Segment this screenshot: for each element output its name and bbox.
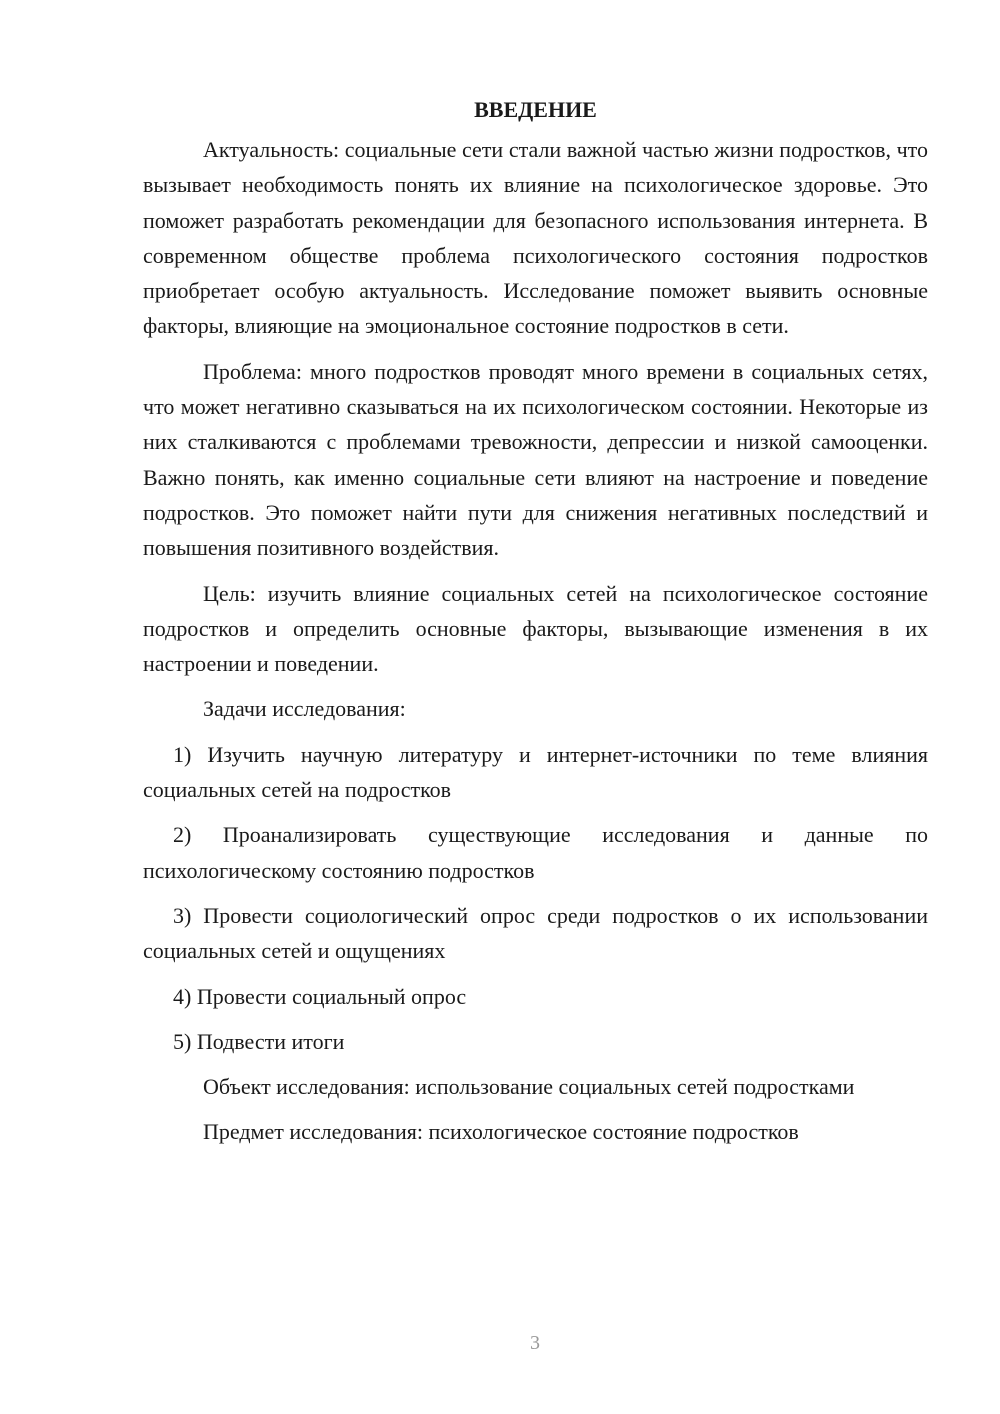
section-title: ВВЕДЕНИЕ (474, 97, 597, 122)
paragraph-goal: Цель: изучить влияние социальных сетей на психологическое состояние подростков и определить основные факторы, вызывающие изменения в их настроении и поведении. (143, 580, 928, 677)
tasks-list (143, 737, 928, 1059)
tasks-heading: Задачи исследования: (203, 696, 406, 722)
paragraph-object: Объект исследования: использование социальных сетей подростками (203, 1074, 855, 1100)
list-item: 4) Провести социальный опрос (173, 983, 467, 1009)
paragraph-subject: Предмет исследования: психологическое состояние подростков (203, 1119, 799, 1145)
page-content (143, 95, 928, 1160)
paragraph-relevance: Актуальность: социальные сети стали важной частью жизни подростков, что вызывает необходимость понять их влияние на психологическое здоровье. Это поможет разработать рекомендации для безопасного использования интернета. В современном обществе проблема психологического состояния подростков приобретает особую актуальность. Исследование поможет выявить основные факторы, влияющие на эмоциональное состояние подростков в сети. (143, 137, 928, 339)
page-number: 3 (530, 1332, 540, 1354)
list-item: 3) Провести социологический опрос среди подростков о их использовании социальных сетей и ощущениях (143, 902, 928, 964)
list-item: 2) Проанализировать существующие исследования и данные по психологическому состоянию подростков (143, 822, 928, 883)
list-item: 1) Изучить научную литературу и интернет-источники по теме влияния социальных сетей на подростков (143, 741, 928, 803)
paragraph-problem: Проблема: много подростков проводят много времени в социальных сетях, что может негативно сказываться на их психологическом состоянии. Некоторые из них сталкиваются с проблемами тревожности, депрессии и низкой самооценки. Важно понять, как именно социальные сети влияют на настроение и поведение подростков. Это поможет найти пути для снижения негативных последствий и повышения позитивного воздействия. (143, 358, 928, 561)
list-item: 5) Подвести итоги (173, 1028, 345, 1054)
